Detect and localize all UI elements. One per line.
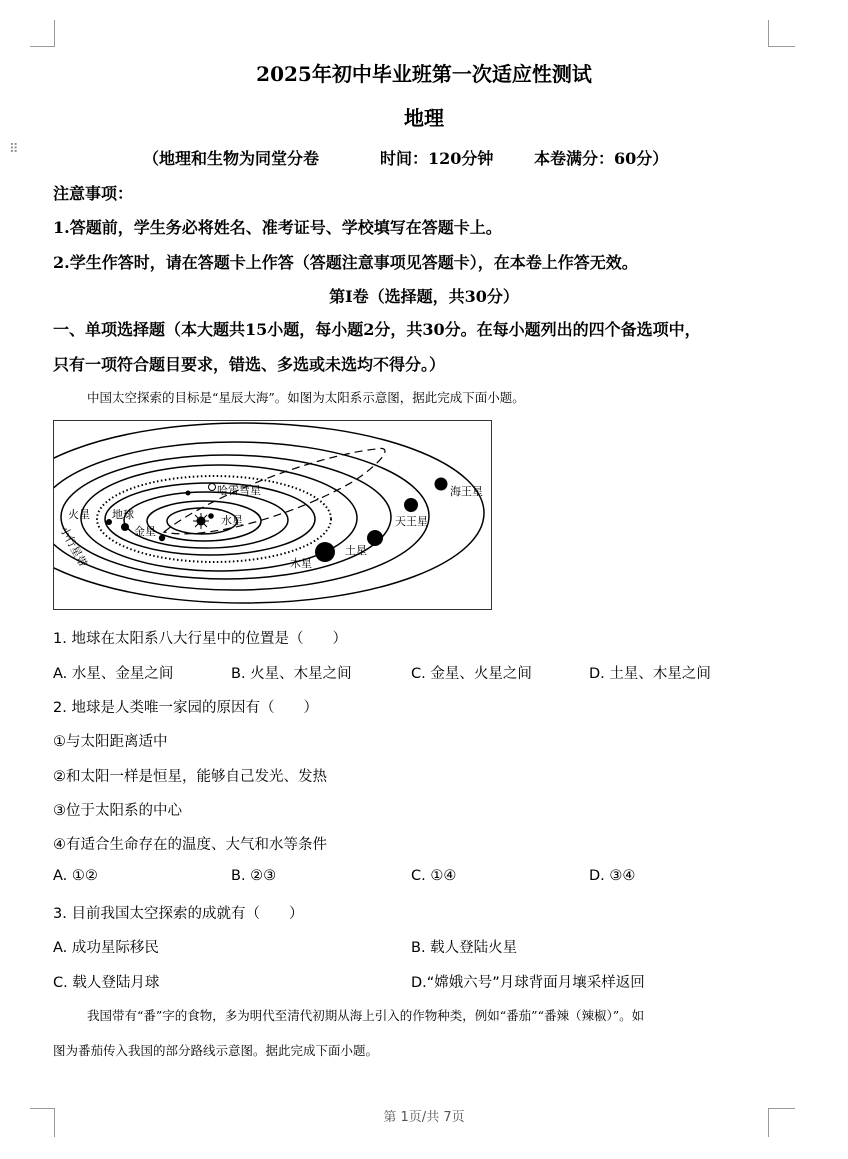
- question-stem: 1. 地球在太阳系八大行星中的位置是（ ）: [53, 631, 347, 647]
- corner-mark-top-left: [30, 20, 55, 47]
- planet-saturn: [367, 530, 383, 546]
- label-earth: 地球: [112, 508, 134, 521]
- label-asteroid-belt: 小行星带: [57, 524, 90, 570]
- statement-item: ①与太阳距离适中: [53, 734, 168, 750]
- option-b[interactable]: B. 载人登陆火星: [411, 940, 518, 956]
- question-stem: 2. 地球是人类唯一家园的原因有（ ）: [53, 700, 318, 716]
- planet-uranus: [404, 498, 418, 512]
- label-saturn: 土星: [345, 544, 367, 557]
- question-stem: 3. 目前我国太空探索的成就有（ ）: [53, 906, 304, 922]
- label-neptune: 海王星: [450, 485, 483, 498]
- intro-paragraph: 我国带有“番”字的食物，多为明代至清代初期从海上引入的作物种类，例如“番茄”“番辣（辣椒）”。如: [87, 1008, 645, 1023]
- option-b[interactable]: B. ②③: [231, 868, 277, 884]
- label-venus: 金星: [134, 525, 156, 538]
- label-uranus: 天王星: [395, 515, 428, 528]
- exam-score: 本卷满分：60分）: [534, 149, 669, 168]
- exam-title: 2025年初中毕业班第一次适应性测试: [256, 62, 592, 86]
- planet-misc: [186, 491, 191, 496]
- option-c[interactable]: C. 载人登陆月球: [53, 975, 160, 991]
- corner-mark-top-right: [768, 20, 795, 47]
- solar-system-figure: [53, 420, 492, 610]
- statement-item: ③位于太阳系的中心: [53, 803, 182, 819]
- drag-handle-icon[interactable]: ⠿: [9, 142, 17, 157]
- label-mercury: 水星: [221, 514, 243, 527]
- section-instruction: 只有一项符合题目要求，错选、多选或未选均不得分。）: [53, 355, 446, 374]
- option-c[interactable]: C. ①④: [411, 868, 457, 884]
- planet-jupiter: [315, 542, 335, 562]
- label-mars: 火星: [68, 508, 90, 521]
- option-d[interactable]: D.“嫦娥六号”月球背面月壤采样返回: [411, 975, 645, 991]
- exam-time: 时间：120分钟: [380, 149, 494, 168]
- orbit-mars: [105, 483, 315, 555]
- statement-item: ④有适合生命存在的温度、大气和水等条件: [53, 837, 327, 853]
- option-a[interactable]: A. 成功星际移民: [53, 940, 159, 956]
- label-comet: 哈雷彗星: [217, 484, 261, 497]
- intro-paragraph-cont: 图为番茄传入我国的部分路线示意图。据此完成下面小题。: [53, 1043, 379, 1058]
- exam-subject: 地理: [404, 106, 444, 130]
- option-a[interactable]: A. 水星、金星之间: [53, 666, 174, 682]
- statement-item: ②和太阳一样是恒星，能够自己发光、发热: [53, 769, 327, 785]
- option-d[interactable]: D. ③④: [589, 868, 636, 884]
- section-title: 第Ⅰ卷（选择题，共30分）: [329, 287, 519, 306]
- sun-icon: [193, 513, 209, 529]
- planet-neptune: [435, 478, 448, 491]
- planet-venus: [159, 535, 165, 541]
- section-instruction: 一、单项选择题（本大题共15小题，每小题2分，共30分。在每小题列出的四个备选项中，: [53, 320, 701, 339]
- solar-system-diagram: [54, 421, 491, 609]
- page-number: 第 1页/共 7页: [383, 1110, 465, 1125]
- option-a[interactable]: A. ①②: [53, 868, 98, 884]
- exam-note: （地理和生物为同堂分卷: [143, 149, 320, 168]
- option-d[interactable]: D. 土星、木星之间: [589, 666, 711, 682]
- notice-item: 1.答题前，学生务必将姓名、准考证号、学校填写在答题卡上。: [53, 218, 502, 237]
- label-jupiter: 木星: [290, 557, 312, 570]
- comet-icon: [209, 484, 216, 491]
- option-b[interactable]: B. 火星、木星之间: [231, 666, 352, 682]
- planet-mercury: [208, 513, 214, 519]
- option-c[interactable]: C. 金星、火星之间: [411, 666, 532, 682]
- notice-item: 2.学生作答时，请在答题卡上作答（答题注意事项见答题卡），在本卷上作答无效。: [53, 253, 638, 272]
- notice-heading: 注意事项：: [53, 184, 134, 203]
- intro-paragraph: 中国太空探索的目标是“星辰大海”。如图为太阳系示意图，据此完成下面小题。: [87, 390, 525, 405]
- planet-earth: [121, 523, 129, 531]
